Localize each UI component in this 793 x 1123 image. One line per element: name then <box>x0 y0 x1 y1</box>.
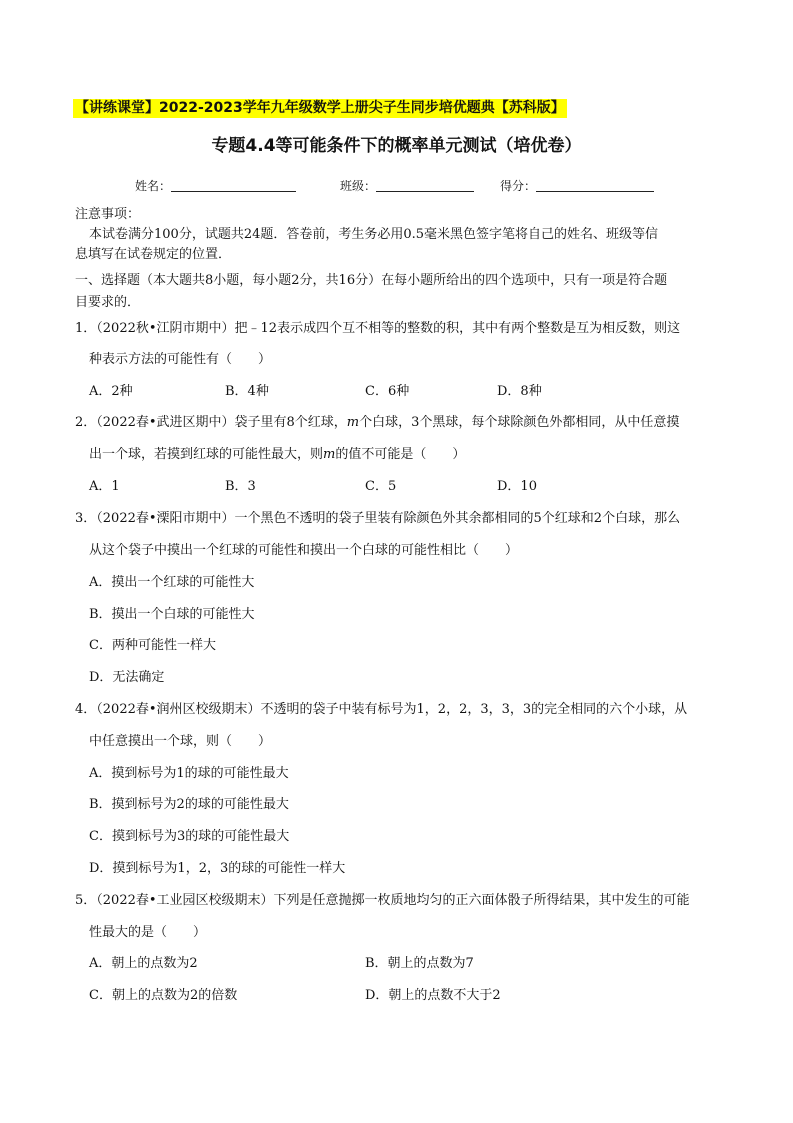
question-2-option-a: A．1 <box>89 479 120 494</box>
notice-line-1: 本试卷满分100分，试题共24题．答卷前，考生务必用0.5毫米黑色签字笔将自己的姓名、班级等信 <box>89 227 659 242</box>
class-field <box>340 177 474 195</box>
section-heading-line-2: 目要求的． <box>75 295 141 310</box>
question-2-option-c: C．5 <box>365 479 397 494</box>
variable-m: m <box>346 415 360 430</box>
score-label: 得分： <box>500 179 537 193</box>
question-2-line-2-part-b: 的值不可能是（ ） <box>335 447 466 462</box>
question-4-line-1: 4．（2022春•润州区校级期末）不透明的袋子中装有标号为1，2，2，3，3，3的完全相同的六个小球，从 <box>75 702 688 717</box>
question-4-option-c: C．摸到标号为3的球的可能性最大 <box>89 829 290 844</box>
question-4-line-2: 中任意摸出一个球，则（ ） <box>89 734 272 749</box>
score-field <box>500 177 654 195</box>
question-3-option-b: B．摸出一个白球的可能性大 <box>89 607 255 622</box>
question-2-line-2-part-a: 出一个球，若摸到红球的可能性最大，则 <box>89 447 324 462</box>
question-1-option-d: D．8种 <box>497 384 542 399</box>
question-2-line-1-part-b: 个白球，3个黑球，每个球除颜色外都相同，从中任意摸 <box>359 415 680 430</box>
question-3-option-c: C．两种可能性一样大 <box>89 638 216 653</box>
page-title: 专题4.4等可能条件下的概率单元测试（培优卷） <box>211 136 582 156</box>
question-2-line-1 <box>75 414 679 432</box>
question-2-option-b: B．3 <box>225 479 256 494</box>
variable-m: m <box>323 447 336 462</box>
question-5-option-c: C．朝上的点数为2的倍数 <box>89 988 238 1003</box>
question-2-line-2 <box>89 446 465 464</box>
name-blank <box>171 177 296 192</box>
question-1-option-c: C．6种 <box>365 384 410 399</box>
question-5-line-1: 5．（2022春•工业园区校级期末）下列是任意抛掷一枚质地均匀的正六面体骰子所得结果，其中发生的可能 <box>75 893 690 908</box>
question-5-line-2: 性最大的是（ ） <box>89 925 207 940</box>
question-4-option-d: D．摸到标号为1，2，3的球的可能性一样大 <box>89 861 346 876</box>
question-1-option-b: B．4种 <box>225 384 269 399</box>
question-3-option-d: D．无法确定 <box>89 670 165 685</box>
question-3-line-2: 从这个袋子中摸出一个红球的可能性和摸出一个白球的可能性相比（ ） <box>89 543 519 558</box>
series-banner: 【讲练课堂】2022-2023学年九年级数学上册尖子生同步培优题典【苏科版】 <box>75 100 565 116</box>
class-label: 班级： <box>340 179 377 193</box>
question-5-option-d: D．朝上的点数不大于2 <box>365 988 501 1003</box>
question-5-option-b: B．朝上的点数为7 <box>365 956 474 971</box>
class-blank <box>376 177 474 192</box>
notice-heading: 注意事项： <box>75 207 141 222</box>
question-1-line-2: 种表示方法的可能性有（ ） <box>89 352 272 367</box>
question-4-option-b: B．摸到标号为2的球的可能性最大 <box>89 797 289 812</box>
question-3-line-1: 3．（2022春•溧阳市期中）一个黑色不透明的袋子里装有除颜色外其余都相同的5个红球和2个白球，那么 <box>75 511 681 526</box>
question-5-option-a: A．朝上的点数为2 <box>89 956 198 971</box>
question-1-option-a: A．2种 <box>89 384 133 399</box>
score-blank <box>536 177 654 192</box>
name-field <box>135 177 296 195</box>
question-1-line-1: 1．（2022秋•江阴市期中）把﹣12表示成四个互不相等的整数的积，其中有两个整数是互为相反数，则这 <box>75 321 681 336</box>
section-heading-line-1: 一、选择题（本大题共8小题，每小题2分，共16分）在每小题所给出的四个选项中，只有一项是符合题 <box>75 273 668 288</box>
question-4-option-a: A．摸到标号为1的球的可能性最大 <box>89 766 289 781</box>
question-2-option-d: D．10 <box>497 479 537 494</box>
name-label: 姓名： <box>135 179 172 193</box>
question-3-option-a: A．摸出一个红球的可能性大 <box>89 575 255 590</box>
notice-line-2: 息填写在试卷规定的位置． <box>75 247 232 262</box>
question-2-line-1-part-a: 2．（2022春•武进区期中）袋子里有8个红球， <box>75 415 347 430</box>
